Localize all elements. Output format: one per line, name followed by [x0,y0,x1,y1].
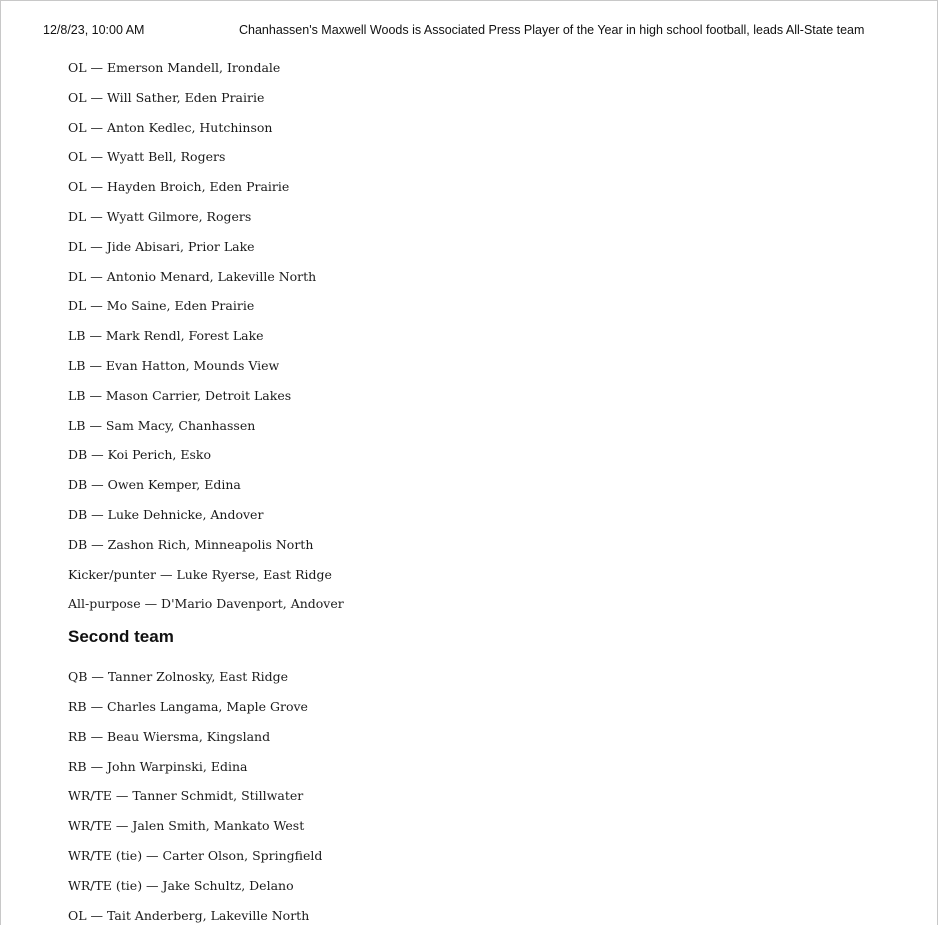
roster-item: DB — Zashon Rich, Minneapolis North [68,536,314,552]
roster-item: WR/TE (tie) — Carter Olson, Springfield [68,847,323,863]
roster-item: Kicker/punter — Luke Ryerse, East Ridge [68,566,332,582]
roster-item: OL — Will Sather, Eden Prairie [68,89,265,105]
roster-item: OL — Wyatt Bell, Rogers [68,149,226,165]
roster-item: WR/TE — Jalen Smith, Mankato West [68,818,305,834]
roster-item: LB — Mark Rendl, Forest Lake [68,328,264,344]
print-header [1,23,937,41]
roster-item: OL — Emerson Mandell, Irondale [68,60,281,75]
section-heading-second-team: Second team [68,627,174,647]
second-team-section [68,625,344,668]
roster-item: DL — Antonio Menard, Lakeville North [68,268,317,284]
roster-item: DL — Jide Abisari, Prior Lake [68,238,255,254]
roster-item: DL — Wyatt Gilmore, Rogers [68,208,252,224]
roster-item: RB — John Warpinski, Edina [68,758,248,774]
roster-item: WR/TE — Tanner Schmidt, Stillwater [68,788,304,804]
roster-item: OL — Anton Kedlec, Hutchinson [68,119,273,135]
all-state-roster [68,59,344,925]
roster-item: LB — Evan Hatton, Mounds View [68,357,280,373]
roster-item: DB — Luke Dehnicke, Andover [68,506,264,522]
roster-item: DL — Mo Saine, Eden Prairie [68,298,255,314]
roster-item: DB — Owen Kemper, Edina [68,477,241,493]
roster-item: LB — Mason Carrier, Detroit Lakes [68,387,292,403]
print-article-title: Chanhassen's Maxwell Woods is Associated Press Player of the Year in high school football, leads All-State team [239,23,865,37]
roster-item: RB — Beau Wiersma, Kingsland [68,728,271,744]
roster-item: DB — Koi Perich, Esko [68,447,212,463]
roster-item: LB — Sam Macy, Chanhassen [68,417,256,433]
roster-item: OL — Hayden Broich, Eden Prairie [68,179,290,195]
print-date: 12/8/23, 10:00 AM [43,23,145,37]
roster-item: All-purpose — D'Mario Davenport, Andover [68,596,344,612]
roster-item: RB — Charles Langama, Maple Grove [68,698,308,714]
roster-item: OL — Tait Anderberg, Lakeville North [68,907,310,923]
roster-item: WR/TE (tie) — Jake Schultz, Delano [68,877,294,893]
roster-item: QB — Tanner Zolnosky, East Ridge [68,669,289,685]
